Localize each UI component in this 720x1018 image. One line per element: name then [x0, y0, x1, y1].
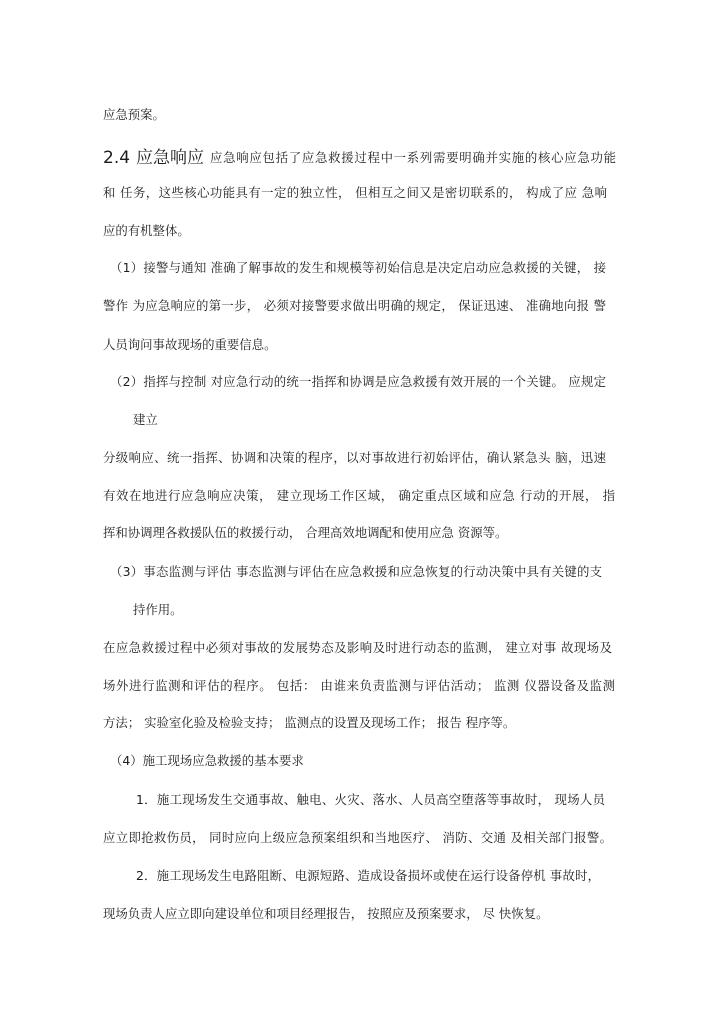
section-number: 2.4	[103, 148, 131, 168]
text-line: 现场负责人应立即向建设单位和项目经理报告， 按照应及预案要求， 尽 快恢复。	[103, 906, 549, 921]
text-line: 持作用。	[133, 602, 183, 617]
text-line: 1．施工现场发生交通事故、触电、火灾、落水、人员高空堕落等事故时， 现场人员	[136, 792, 605, 807]
text-line: 应的有机整体。	[103, 223, 190, 238]
text-line: 2．施工现场发生电路阻断、电源短路、造成设备损坏或使在运行设备停机 事故时，	[136, 868, 600, 883]
text-line: 场外进行监测和评估的程序。 包括： 由谁来负责监测与评估活动； 监测 仪器设备及监测	[103, 678, 615, 693]
text-line: 应急响应包括了应急救援过程中一系列需要明确并实施的核心应急功能	[210, 150, 616, 165]
text-line: （1）接警与通知 准确了解事故的发生和规模等初始信息是决定启动应急救援的关键， 接	[110, 260, 606, 275]
text-line: 有效在地进行应急响应决策， 建立现场工作区域， 确定重点区域和应急 行动的开展， 指	[103, 488, 615, 503]
text-line: 警作 为应急响应的第一步， 必须对接警要求做出明确的规定， 保证迅速、 准确地向报 警	[103, 298, 606, 313]
text-line: 分级响应、统一指挥、协调和决策的程序，以对事故进行初始评估，确认紧急头 脑，迅速	[103, 450, 606, 465]
text-line: 应急预案。	[103, 107, 165, 122]
text-line: 建立	[133, 412, 158, 427]
text-line: 在应急救援过程中必须对事故的发展势态及影响及时进行动态的监测， 建立对事 故现场及	[103, 640, 612, 655]
subheading: （4）施工现场应急救援的基本要求	[110, 753, 304, 768]
section-title: 应急响应	[136, 148, 205, 168]
text-line: 应立即抢救伤员， 同时应向上级应急预案组织和当地医疗、 消防、交通 及相关部门报警。	[103, 830, 612, 845]
text-line: （3）事态监测与评估 事态监测与评估在应急救援和应急恢复的行动决策中具有关键的支	[110, 564, 602, 579]
text-line: 挥和协调理各救援队伍的救援行动， 合理高效地调配和使用应急 资源等。	[103, 525, 508, 540]
text-line: 人员询问事故现场的重要信息。	[103, 337, 277, 352]
text-line: 方法； 实验室化验及检验支持； 监测点的设置及现场工作； 报告 程序等。	[103, 715, 516, 730]
text-line: （2）指挥与控制 对应急行动的统一指挥和协调是应急救援有效开展的一个关键。 应规定	[110, 374, 606, 389]
section-heading	[103, 147, 204, 169]
text-line: 和 任务，这些核心功能具有一定的独立性， 但相互之间又是密切联系的， 构成了应 急响	[103, 185, 607, 200]
